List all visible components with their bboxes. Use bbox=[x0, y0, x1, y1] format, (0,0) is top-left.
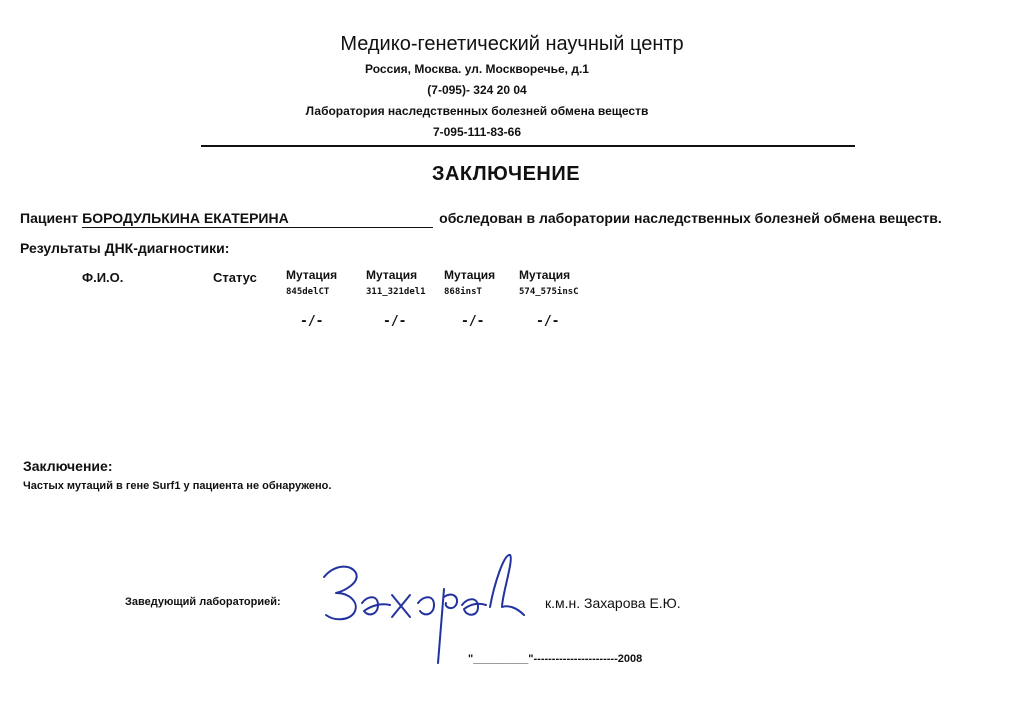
lab-name: Лаборатория наследственных болезней обмена веществ bbox=[305, 104, 649, 118]
mutation-result-4: -/- bbox=[536, 314, 560, 329]
patient-name: БОРОДУЛЬКИНА ЕКАТЕРИНА bbox=[82, 210, 433, 228]
conclusion-label: Заключение: bbox=[23, 458, 113, 474]
lab-phone: 7-095-111-83-66 bbox=[432, 125, 522, 139]
column-status: Статус bbox=[213, 270, 257, 285]
mutation-header-3: Мутация bbox=[444, 268, 496, 282]
mutation-header-1: Мутация bbox=[286, 268, 338, 282]
mutation-result-2: -/- bbox=[383, 314, 407, 329]
handwritten-signature bbox=[310, 545, 550, 670]
document-title: ЗАКЛЮЧЕНИЕ bbox=[431, 163, 581, 185]
org-name: Медико-генетический научный центр bbox=[340, 33, 684, 55]
mutation-header-2: Мутация bbox=[366, 268, 418, 282]
results-heading: Результаты ДНК-диагностики: bbox=[20, 240, 230, 256]
mutation-code-3: 868insT bbox=[444, 287, 482, 297]
head-of-lab-name: к.м.н. Захарова Е.Ю. bbox=[545, 595, 681, 611]
mutation-header-4: Мутация bbox=[519, 268, 571, 282]
patient-line bbox=[20, 210, 942, 228]
mutation-result-3: -/- bbox=[461, 314, 485, 329]
header-divider bbox=[201, 145, 855, 147]
mutation-code-2: 311_321del1 bbox=[366, 287, 426, 297]
org-address: Россия, Москва. ул. Москворечье, д.1 bbox=[365, 62, 589, 76]
head-of-lab-label: Заведующий лабораторией: bbox=[125, 596, 281, 608]
patient-label: Пациент bbox=[20, 210, 79, 226]
column-fio: Ф.И.О. bbox=[82, 270, 124, 285]
mutation-result-1: -/- bbox=[300, 314, 324, 329]
mutation-code-4: 574_575insC bbox=[519, 287, 579, 297]
signature-date: "_________"-----------------------2008 bbox=[468, 653, 643, 665]
patient-suffix: обследован в лаборатории наследственных болезней обмена веществ. bbox=[439, 210, 942, 226]
conclusion-text: Частых мутаций в гене Surf1 у пациента не обнаружено. bbox=[23, 480, 332, 492]
mutation-code-1: 845delCT bbox=[286, 287, 330, 297]
org-phone: (7-095)- 324 20 04 bbox=[427, 83, 527, 97]
